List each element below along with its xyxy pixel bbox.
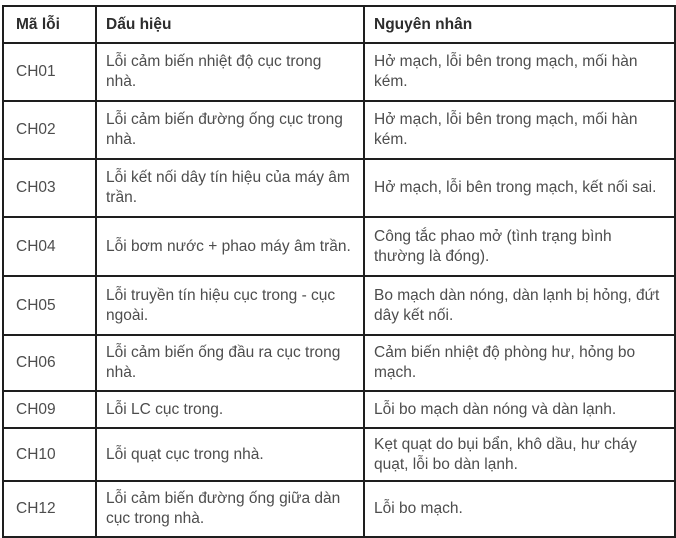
sign-cell: Lỗi cảm biến đường ống giữa dàn cục trong nhà. (96, 481, 364, 537)
error-code-cell: CH09 (3, 391, 96, 428)
error-code-cell: CH03 (3, 159, 96, 217)
cause-cell: Hở mạch, lỗi bên trong mạch, mối hàn kém. (364, 101, 675, 159)
error-code-table (2, 5, 676, 538)
table-row (3, 481, 675, 537)
table-row (3, 428, 675, 481)
cause-cell: Kẹt quạt do bụi bẩn, khô dầu, hư cháy quạt, lỗi bo dàn lạnh. (364, 428, 675, 481)
error-code-cell: CH01 (3, 43, 96, 101)
sign-cell: Lỗi quạt cục trong nhà. (96, 428, 364, 481)
table-header (3, 6, 675, 43)
header-error-code: Mã lỗi (3, 6, 96, 43)
cause-cell: Công tắc phao mở (tình trạng bình thường là đóng). (364, 217, 675, 276)
cause-cell: Bo mạch dàn nóng, dàn lạnh bị hỏng, đứt dây kết nối. (364, 276, 675, 335)
header-row (3, 6, 675, 43)
sign-cell: Lỗi cảm biến nhiệt độ cục trong nhà. (96, 43, 364, 101)
error-code-cell: CH02 (3, 101, 96, 159)
sign-cell: Lỗi bơm nước + phao máy âm trần. (96, 217, 364, 276)
table-row (3, 217, 675, 276)
sign-cell: Lỗi truyền tín hiệu cục trong - cục ngoài. (96, 276, 364, 335)
error-code-cell: CH10 (3, 428, 96, 481)
cause-cell: Lỗi bo mạch dàn nóng và dàn lạnh. (364, 391, 675, 428)
table-row (3, 101, 675, 159)
header-sign: Dấu hiệu (96, 6, 364, 43)
table-row (3, 159, 675, 217)
cause-cell: Hở mạch, lỗi bên trong mạch, kết nối sai. (364, 159, 675, 217)
cause-cell: Lỗi bo mạch. (364, 481, 675, 537)
table-row (3, 335, 675, 391)
error-code-cell: CH06 (3, 335, 96, 391)
error-table-body (3, 43, 675, 537)
error-code-cell: CH05 (3, 276, 96, 335)
table-row (3, 391, 675, 428)
table-row (3, 276, 675, 335)
error-code-cell: CH12 (3, 481, 96, 537)
cause-cell: Cảm biến nhiệt độ phòng hư, hỏng bo mạch. (364, 335, 675, 391)
cause-cell: Hở mạch, lỗi bên trong mạch, mối hàn kém. (364, 43, 675, 101)
sign-cell: Lỗi kết nối dây tín hiệu của máy âm trần. (96, 159, 364, 217)
table-row (3, 43, 675, 101)
sign-cell: Lỗi cảm biến đường ống cục trong nhà. (96, 101, 364, 159)
sign-cell: Lỗi cảm biến ống đầu ra cục trong nhà. (96, 335, 364, 391)
sign-cell: Lỗi LC cục trong. (96, 391, 364, 428)
header-cause: Nguyên nhân (364, 6, 675, 43)
error-code-cell: CH04 (3, 217, 96, 276)
